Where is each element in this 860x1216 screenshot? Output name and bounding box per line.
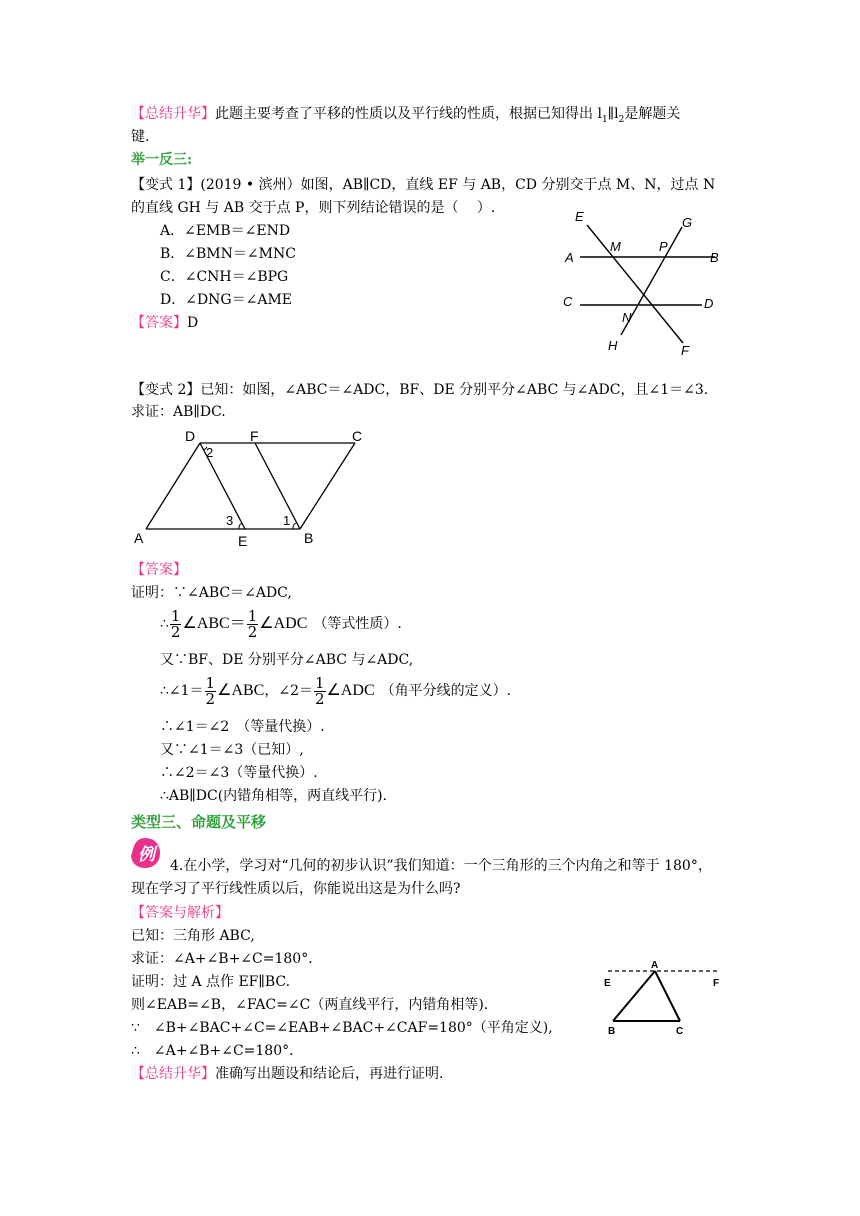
juyi-heading: 举一反三: (131, 152, 193, 168)
answer-tag: 【答案】 (131, 315, 187, 331)
frac-num: 1 (247, 606, 258, 625)
figure-triangle (600, 955, 730, 1040)
proof-line-1: 证明：∵∠ABC＝∠ADC, (131, 585, 292, 601)
summary2-tag: 【总结升华】 (131, 1066, 215, 1082)
variant2-text: 已知：如图，∠ABC＝∠ADC，BF、DE 分别平分∠ABC 与∠ADC，且∠1＝∠3. (200, 382, 709, 398)
solution-line-1: 已知：三角形 ABC, (131, 928, 255, 944)
variant2-answer-tag: 【答案】 (131, 562, 187, 578)
sep: ，∠2＝ (264, 683, 313, 699)
side-ab (613, 971, 655, 1021)
label-a: A (134, 530, 144, 546)
label-n: N (622, 310, 632, 325)
proof-line-3: 又∵BF、DE 分别平分∠ABC 与∠ADC, (160, 652, 414, 668)
frac-num: 1 (314, 673, 325, 692)
fraction-half (205, 673, 217, 708)
variant1-answer (131, 313, 198, 333)
badge-text: 例 (138, 845, 155, 864)
example-badge-icon (128, 836, 162, 870)
question-line-1: 4.在小学，学习对“几何的初步认识”我们知道：一个三角形的三个内角之和等于 180°， (170, 858, 712, 874)
answer-analysis-tag: 【答案与解析】 (131, 905, 229, 921)
proof-line-8: ∴AB∥DC(内错角相等，两直线平行). (160, 788, 388, 804)
section3-heading: 类型三、命题及平移 (131, 813, 267, 831)
label-a: A (565, 250, 574, 265)
variant2-line2: 求证：AB∥DC. (131, 404, 226, 420)
summary2-line (131, 1064, 443, 1084)
solution-line-2: 求证：∠A+∠B+∠C=180°． (131, 951, 323, 967)
summary-text-b: ∥l (607, 106, 619, 122)
note: （等式性质）. (313, 616, 402, 632)
fraction-half (170, 606, 182, 641)
option-c: C．∠CNH＝∠BPG (160, 269, 289, 285)
solution-line-6: ∴ ∠A+∠B+∠C=180°． (131, 1043, 304, 1059)
variant2-tag: 【变式 2】 (131, 382, 201, 398)
summary-line-2: 键. (131, 129, 150, 145)
summary2-text: 准确写出题设和结论后，再进行证明. (215, 1066, 444, 1082)
label-a: A (651, 960, 659, 971)
frac-den: 2 (170, 622, 181, 641)
variant1-tag: 【变式 1】 (131, 177, 201, 193)
sub-1: 1 (601, 114, 608, 125)
summary-tag: 【总结升华】 (131, 106, 215, 122)
label-d: D (704, 296, 714, 311)
label-f: F (713, 978, 720, 989)
question-line-2: 现在学习了平行线性质以后，你能说出这是为什么吗? (131, 881, 461, 897)
side-ac (655, 971, 680, 1021)
option-a: A．∠EMB＝∠END (160, 223, 291, 239)
label-d: D (185, 428, 196, 444)
note: （角平分线的定义）. (380, 683, 512, 699)
angle-3-arc (239, 523, 242, 529)
option-b: B．∠BMN＝∠MNC (160, 246, 296, 262)
label-3: 3 (226, 513, 234, 528)
frac-den: 2 (314, 689, 325, 708)
fraction-half (247, 606, 259, 641)
frac-den: 2 (205, 689, 216, 708)
solution-line-5: ∵ ∠B+∠BAC+∠C=∠EAB+∠BAC+∠CAF=180°（平角定义), (131, 1020, 553, 1036)
label-c: C (563, 294, 573, 309)
expr-abc: ∠ABC＝ (182, 615, 246, 632)
variant1-line1 (131, 175, 715, 195)
frac-num: 1 (170, 606, 181, 625)
label-1: 1 (283, 513, 291, 528)
variant2-line1 (131, 380, 708, 400)
solution-line-4: 则∠EAB=∠B，∠FAC=∠C（两直线平行，内错角相等). (131, 997, 489, 1013)
summary-line (131, 104, 680, 130)
expr-abc: ∠ABC (217, 682, 265, 699)
label-f: F (250, 428, 259, 444)
label-b: B (304, 530, 314, 546)
proof-line-4 (160, 673, 511, 709)
sub-2: 2 (618, 114, 625, 125)
answer-value: D (187, 315, 199, 331)
option-d: D．∠DNG＝∠AME (160, 292, 293, 308)
angle-1-arc (293, 523, 296, 529)
frac-den: 2 (247, 622, 258, 641)
segment-bf (255, 443, 300, 529)
frac-num: 1 (205, 673, 216, 692)
label-e: E (575, 209, 584, 224)
proof-line-2 (160, 606, 402, 642)
fraction-half (314, 673, 326, 708)
label-b: B (710, 250, 719, 265)
label-e: E (604, 978, 611, 989)
label-p: P (659, 239, 668, 254)
summary-text-a: 此题主要考查了平移的性质以及平行线的性质，根据已知得出 l (215, 106, 602, 122)
label-h: H (608, 338, 618, 353)
label-m: M (610, 239, 621, 254)
variant1-text: (2019 • 滨州）如图，AB∥CD，直线 EF 与 AB，CD 分别交于点 M、N，过点 N (200, 177, 716, 193)
side-cb (300, 443, 355, 529)
label-g: G (682, 215, 693, 230)
side-ad (146, 443, 200, 529)
label-b: B (608, 1026, 616, 1037)
label-e: E (238, 533, 248, 549)
summary-text-c: 是解题关 (624, 106, 681, 122)
line-ef (587, 225, 683, 343)
label-c: C (352, 428, 363, 444)
figure-parallel-lines (555, 205, 730, 363)
variant1-line2: 的直线 GH 与 AB 交于点 P，则下列结论错误的是（ ）. (131, 200, 496, 216)
expr-adc: ∠ADC (326, 682, 375, 699)
label-2: 2 (206, 445, 214, 460)
angle1-eq: ∴∠1＝ (160, 683, 204, 699)
label-f: F (681, 343, 689, 358)
label-c: C (676, 1026, 684, 1037)
expr-adc: ∠ADC (259, 615, 308, 632)
proof-line-6: 又∵∠1＝∠3（已知）, (160, 742, 304, 758)
solution-line-3: 证明：过 A 点作 EF∥BC. (131, 974, 291, 990)
proof-line-5: ∴∠1＝∠2 （等量代换）. (160, 719, 325, 735)
proof-line-7: ∴∠2＝∠3（等量代换）. (160, 765, 318, 781)
figure-parallelogram (130, 425, 375, 550)
therefore: ∴ (160, 616, 169, 632)
